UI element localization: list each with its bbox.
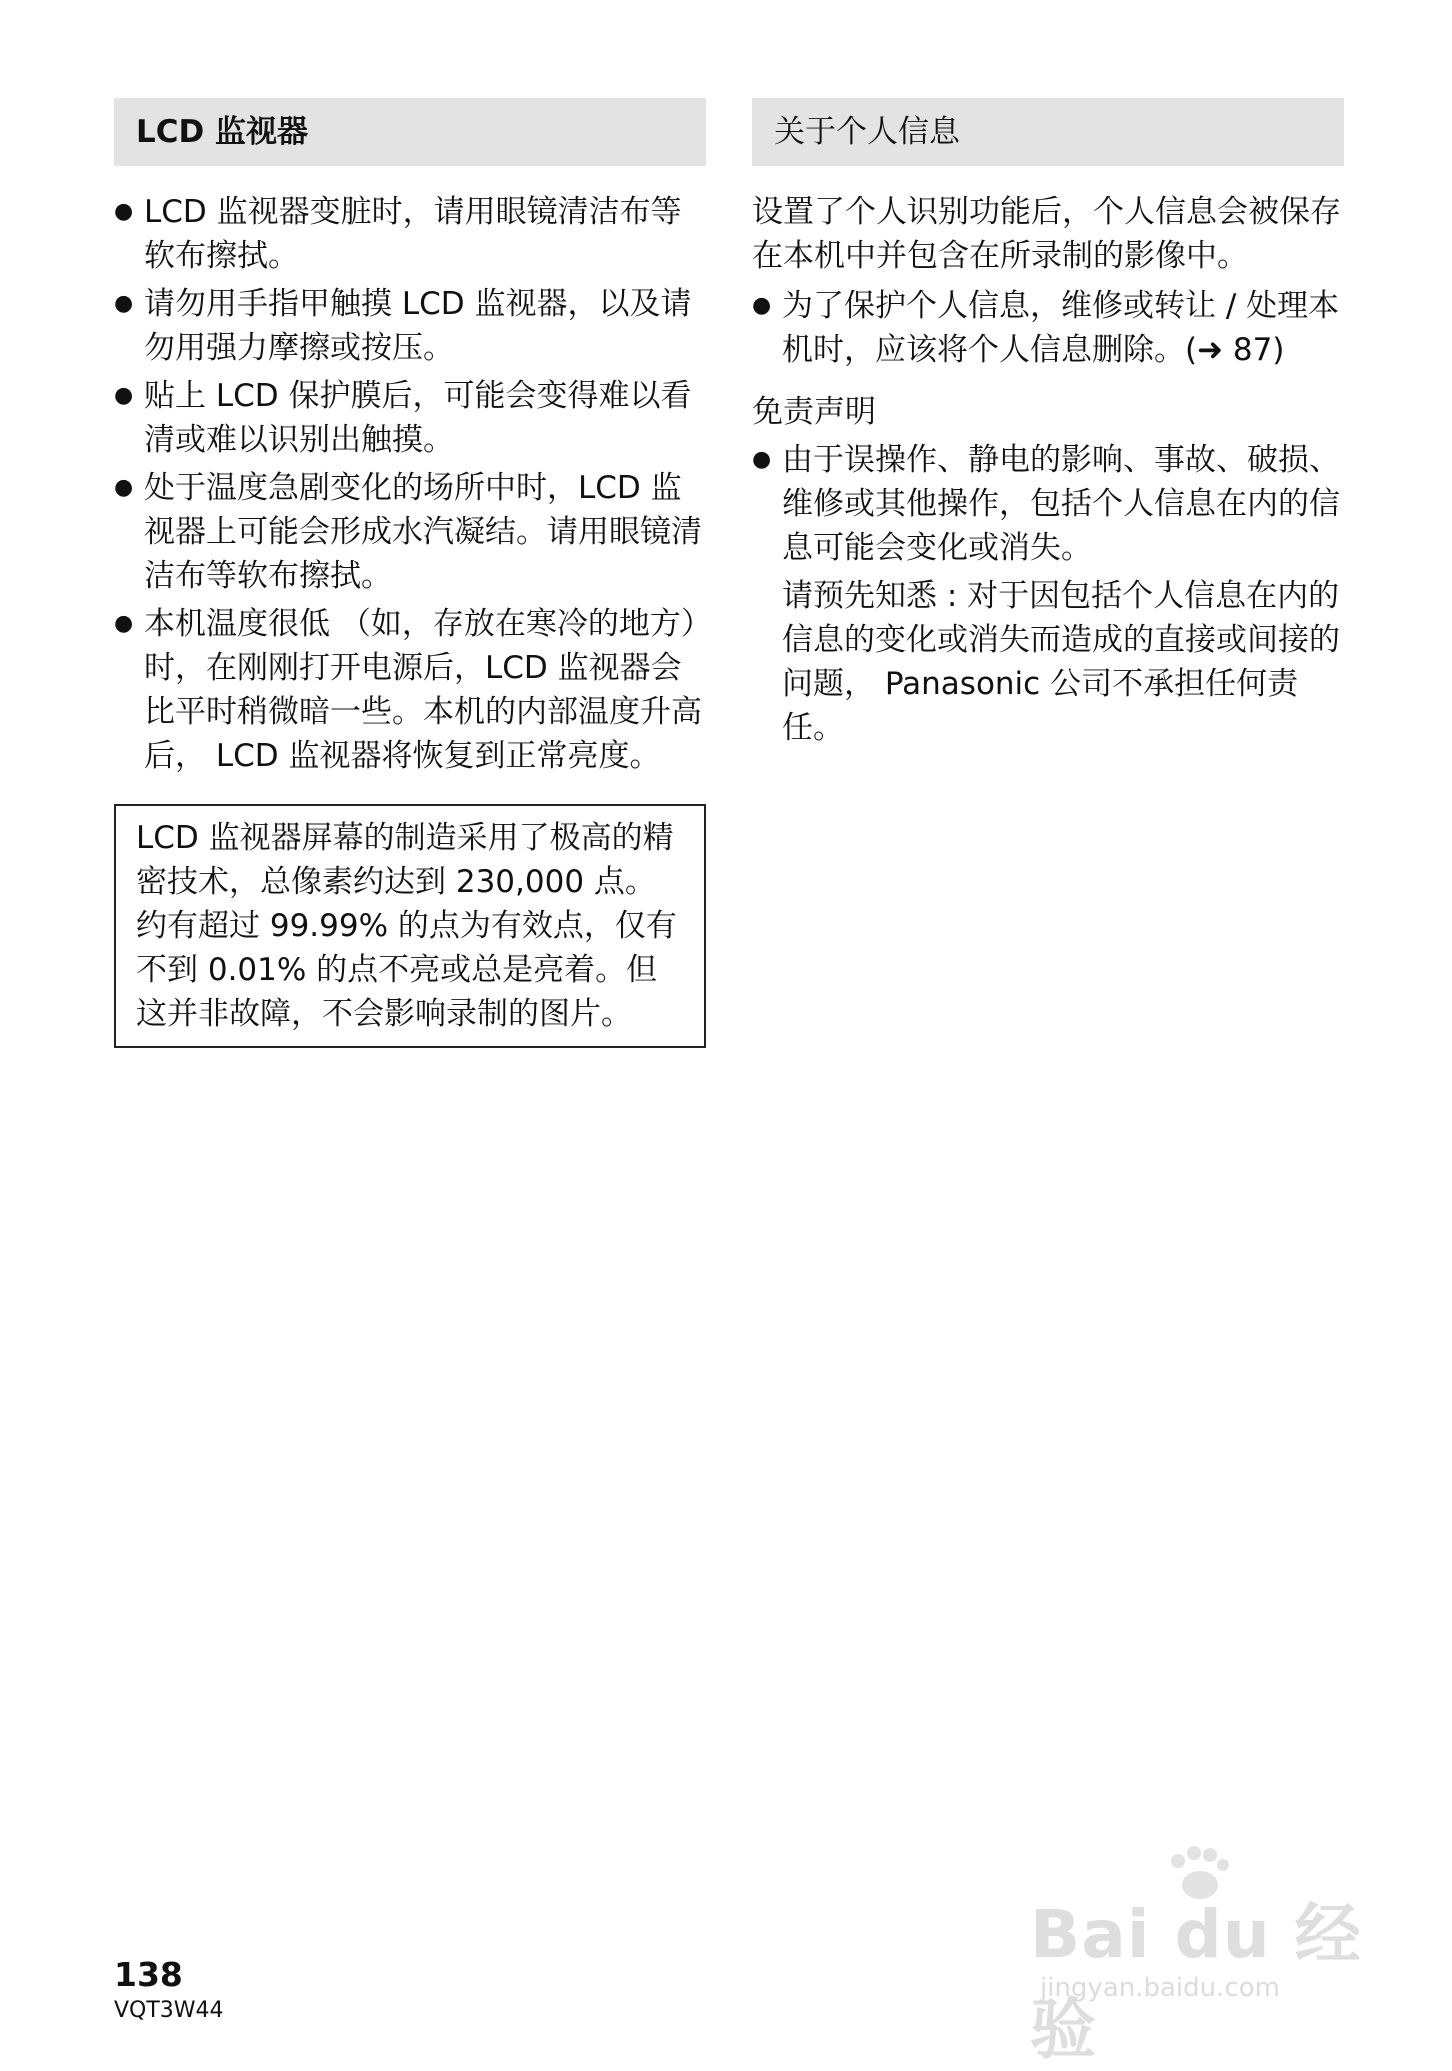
model-code: VQT3W44 [114, 1998, 224, 2023]
lcd-bullet-list [114, 190, 706, 778]
personal-info-heading: 关于个人信息 [752, 98, 1344, 166]
lcd-monitor-heading: LCD 监视器 [114, 98, 706, 166]
right-column [752, 98, 1344, 756]
list-item: ● 为了保护个人信息，维修或转让 / 处理本机时，应该将个人信息删除。(➜ 87) [752, 284, 1344, 372]
list-item: ● 贴上 LCD 保护膜后，可能会变得难以看清或难以识别出触摸。 [114, 374, 706, 462]
page-number: 138 [114, 1955, 183, 1994]
disclaimer-subheading: 免责声明 [752, 394, 876, 430]
baidu-watermark [1010, 1845, 1420, 2068]
list-item: ● 处于温度急剧变化的场所中时，LCD 监视器上可能会形成水汽凝结。请用眼镜清洁布等软布擦拭。 [114, 466, 706, 598]
list-item: ● LCD 监视器变脏时，请用眼镜清洁布等软布擦拭。 [114, 190, 706, 278]
watermark-logo-text: Bai du 经验 [1030, 1896, 1362, 2068]
left-column [114, 98, 706, 1048]
list-item: ● 请勿用手指甲触摸 LCD 监视器，以及请勿用强力摩擦或按压。 [114, 282, 706, 370]
watermark-url: jingyan.baidu.com [1040, 1973, 1280, 2003]
disclaimer-note: 请预先知悉 : 对于因包括个人信息在内的信息的变化或消失而造成的直接或间接的问题， Panasonic 公司不承担任何责任。 [782, 578, 1340, 746]
personal-info-intro: 设置了个人识别功能后，个人信息会被保存在本机中并包含在所录制的影像中。 [752, 194, 1341, 274]
list-item: ● 由于误操作、静电的影响、事故、破损、维修或其他操作，包括个人信息在内的信息可能会变化或消失。 [752, 438, 1344, 570]
disclaimer-bullet-list [752, 438, 1344, 570]
list-item: ● 本机温度很低 （如，存放在寒冷的地方）时，在刚刚打开电源后，LCD 监视器会比平时稍微暗一些。本机的内部温度升高后， LCD 监视器将恢复到正常亮度。 [114, 602, 706, 778]
personal-info-bullet-list [752, 284, 1344, 372]
lcd-note-box: LCD 监视器屏幕的制造采用了极高的精密技术，总像素约达到 230,000 点。约有超过 99.99% 的点为有效点，仅有不到 0.01% 的点不亮或总是亮着。但这并非故障，不会影响录制的图片。 [114, 804, 706, 1048]
